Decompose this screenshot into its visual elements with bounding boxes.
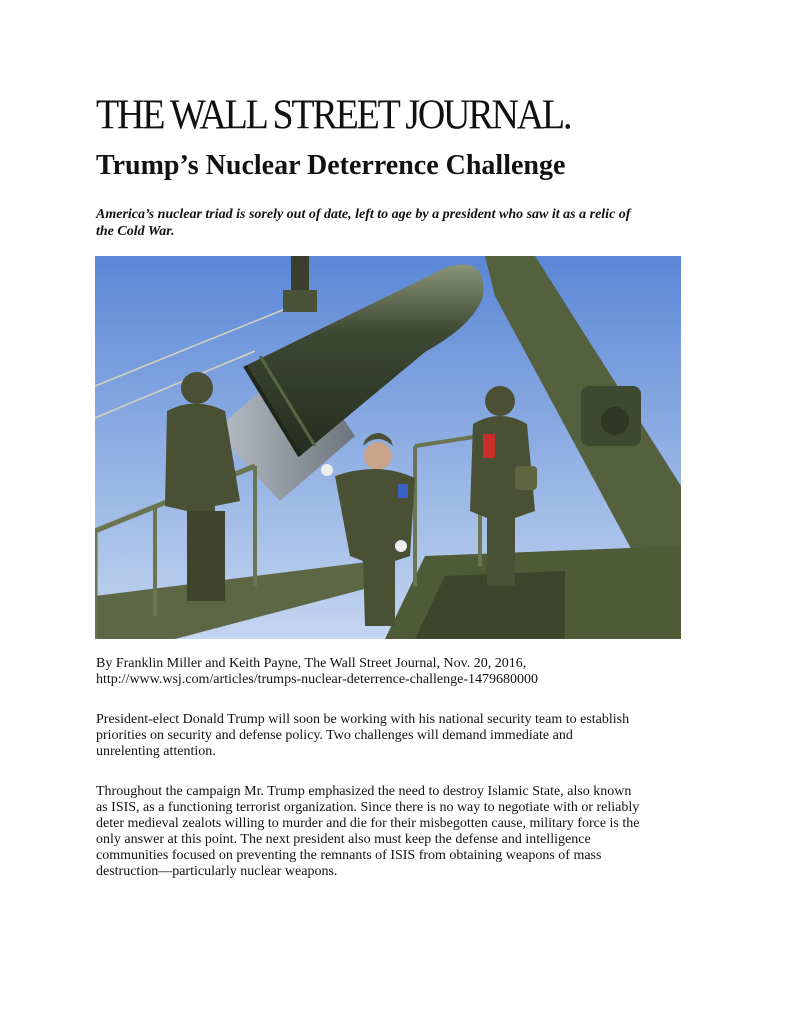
paragraph-line: as ISIS, as a functioning terrorist organization. Since there is no way to negotiate with or reliably <box>96 800 640 815</box>
paragraph-line: President-elect Donald Trump will soon be working with his national security team to establish <box>96 712 630 727</box>
paragraph-line: unrelenting attention. <box>96 744 216 759</box>
dek-line: the Cold War. <box>96 224 175 239</box>
article-url[interactable]: http://www.wsj.com/articles/trumps-nuclear-deterrence-challenge-1479680000 <box>96 672 538 687</box>
paragraph-line: Throughout the campaign Mr. Trump emphasized the need to destroy Islamic State, also known <box>96 784 632 799</box>
paragraph-line: destruction—particularly nuclear weapons. <box>96 864 338 879</box>
paragraph-line: only answer at this point. The next president also must keep the defense and intelligence <box>96 832 591 847</box>
article-headline: Trump’s Nuclear Deterrence Challenge <box>96 150 566 181</box>
paragraph-line: deter medieval zealots willing to murder and die for their misbegotten cause, military force is the <box>96 816 640 831</box>
article-byline <box>96 656 716 688</box>
paragraph-line: communities focused on preventing the remnants of ISIS from obtaining weapons of mass <box>96 848 602 863</box>
paragraph-line: priorities on security and defense policy. Two challenges will demand immediate and <box>96 728 573 743</box>
byline-text: By Franklin Miller and Keith Payne, The Wall Street Journal, Nov. 20, 2016, <box>96 656 527 671</box>
article-dek <box>96 206 696 240</box>
article-paragraph <box>96 712 706 760</box>
dek-line: America’s nuclear triad is sorely out of date, left to age by a president who saw it as a relic of <box>96 207 631 222</box>
article-paragraph <box>96 784 706 880</box>
missile-launcher-photo <box>95 256 681 639</box>
masthead-logo: THE WALL STREET JOURNAL. <box>96 91 571 139</box>
article-photo <box>95 256 681 639</box>
